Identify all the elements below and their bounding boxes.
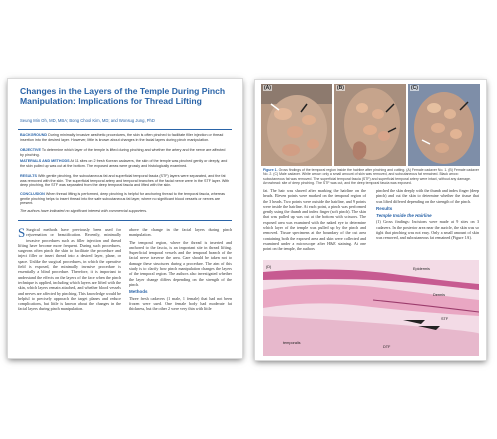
abstract-text: When thread lifting is performed, deep pinching is helpful for anchoring thread to the temporal fascia, whereas gentle pinching helps to insert thread into the safe subcutaneous fat layer, where no significant blood vessels or nerves are present. <box>20 192 225 206</box>
abstract-disclosure: The authors have indicated no significant interest with commercial supporters. <box>20 209 148 213</box>
body-column-2 <box>129 227 232 355</box>
article-first-page <box>8 79 242 358</box>
figure-caption <box>263 168 479 186</box>
histology-image <box>263 260 479 356</box>
methods-heading: Methods <box>129 289 148 295</box>
cadaver-photo-b <box>334 84 406 166</box>
abstract-text: To determine which layer of the temple is lifted during pinching and whether the artery and the nerve are affected by pinching. <box>20 148 226 157</box>
abstract-label: MATERIALS AND METHODS <box>20 159 70 163</box>
body-column-1 <box>18 227 121 355</box>
abstract-text: With gentle pinching, the subcutaneous fat and superficial temporal fascia (STF) layers were separated, and the fat was removed with the skin. The superficial temporal artery and temporal branches of the facial nerve were in the STF layer. With deep pinching, the STF was separated from the deep temporal fascia and lifted with the skin. <box>20 174 230 188</box>
abstract-text: At 11 sites on 2 fresh Korean cadavers, the skin of the temple was pinched gently or deeply, and the skin pulled up was cut at the bottom. The exposed areas were grossly and histologically examined. <box>20 159 228 168</box>
methods-paragraph-end: pinched the skin deeply with the thumb and index finger (deep pinch) and cut the skin to determine whether the tissue that was lifted differed depending on the strength of the pinch. <box>376 188 479 204</box>
abstract-label: CONCLUSION <box>20 192 45 196</box>
body-column-4 <box>376 188 479 256</box>
results-subheading: Temple Inside the Hairline <box>376 213 432 219</box>
abstract-box <box>18 129 232 221</box>
abstract-label: OBJECTIVE <box>20 148 41 152</box>
results-paragraph: (1) Gross findings: Incisions were made at 9 sites on 3 cadavers. In the posterior area near the auricle, the skin was so tight that pinching was not easy. Only a small amount of skin was removed, and subcutaneous fat remained (Figure 1A). <box>376 219 479 241</box>
photo-label-a: (A) <box>264 85 271 91</box>
histology-panel-label: (D) <box>266 265 272 269</box>
abstract-methods <box>20 159 230 168</box>
intro-paragraph-continued: above the change in the facial layers during pinch manipulation. <box>129 227 232 238</box>
intro-paragraph-2: The temporal region, where the thread is inserted and anchored to the fascia, is an important site in thread lifting. Superficial temporal vessels and the temporal branch of the facial nerve traverse the area. Care should be taken not to damage these structures during a procedure. The aim of this study is to clarify how pinch manipulation changes the layers of the temporal region. The authors also investigated whether the layer change differs depending on the strength of the pinch. <box>129 239 232 287</box>
methods-paragraph: Three fresh cadavers (1 male, 1 female) that had not been frozen were used. One female body had moderate fat thickness, but the other 2 were very thin with little <box>129 295 232 312</box>
figure-photo-c <box>408 84 480 166</box>
article-figure-page <box>255 80 486 360</box>
abstract-results <box>20 174 230 188</box>
photo-label-c: (C) <box>411 85 418 91</box>
label-dtf: DTF <box>383 345 391 349</box>
article-title: Changes in the Layers of the Temple During Pinch Manipulation: Implications for Thread Lifting <box>20 86 226 106</box>
figure-photo-b <box>334 84 406 166</box>
caption-text: Gross findings of the temporal region inside the hairline after pinching and cutting. (A) Female cadaver No. 1. (B) Female cadaver No. 2. (C) Male cadaver. White arrow: only a small amount of skin was removed, and subcutaneous fat remained. Black arrow: subcutaneous fat was removed. The superficial temporal fascia (STF) and superficial temporal artery were intact, without any damage. Arrowhead: site of deep pinching. The STF was cut, and the deep temporal fascia was exposed. <box>263 168 479 186</box>
drop-cap: S <box>18 227 26 240</box>
abstract-conclusion <box>20 192 230 206</box>
abstract-label: BACKGROUND <box>20 133 48 137</box>
abstract-text: During minimally invasive aesthetic procedures, the skin is often pinched to facilitate filler injection or thread insertion into the desired layer. However, little is known about changes in the facial layers during pinch manipulation. <box>20 133 224 142</box>
cadaver-photo-c <box>408 84 480 166</box>
histology-figure <box>263 260 479 356</box>
caption-label: Figure 1. <box>263 168 278 172</box>
methods-paragraph-continued: fat. The hair was shaved after marking the hairline on the heads. Eleven points were marked on the temporal region of the 3 heads. Two points were outside the hairline, and 9 points were inside the hairline. At each point, a pinch was performed gently using the thumb and index finger (soft pinch). The skin that was pulled up was cut at the bottom with scissors. The exposed area was examined with the naked eye to determine which layer of the temple was pulled up by the pinch and removed. Tissue specimens at the boundary of the cut area containing both the exposed area and skin were collected and examined under a microscope after H&E staining. At one point on the temple, the authors <box>263 188 366 252</box>
label-temporalis: temporalis <box>283 341 301 345</box>
abstract-background <box>20 133 230 142</box>
label-stf: STF <box>441 317 449 321</box>
label-dermis: Dermis <box>433 293 446 297</box>
figure-photo-a <box>261 84 332 166</box>
photo-label-b: (B) <box>337 85 344 91</box>
results-heading: Results <box>376 205 393 211</box>
intro-paragraph: Surgical methods have previously been used for rejuvenation or beautification. Recently, minimally invasive procedures such as filler injection and thread lifting have become more frequent. During such procedures, surgeons often pinch the skin to facilitate the procedure and inject filler or insert thread into a desired layer, plane, or space. Unlike the surgical procedures, in which the operative field is exposed, the minimally invasive procedure is essentially a blind procedure. Therefore, it is important to understand the effects on the layers of the face when the pinch technique is applied, including which layers are lifted with the skin, which layers remain attached, and whether blood vessels and nerves are affected by pinching. This knowledge would be helpful to precisely approach the target planes and reduce complications, but little is known about the changes in the facial layers during pinch manipulation. <box>18 227 121 312</box>
body-column-3 <box>263 188 366 256</box>
cadaver-photo-a <box>261 84 332 166</box>
label-epidermis: Epidermis <box>413 267 430 271</box>
abstract-label: RESULTS <box>20 174 37 178</box>
abstract-objective <box>20 148 230 157</box>
article-authors: Seung Min Oh, MD, MBA; Bong Chool Kim, MD; and Wonsug Jung, PhD <box>20 118 155 123</box>
